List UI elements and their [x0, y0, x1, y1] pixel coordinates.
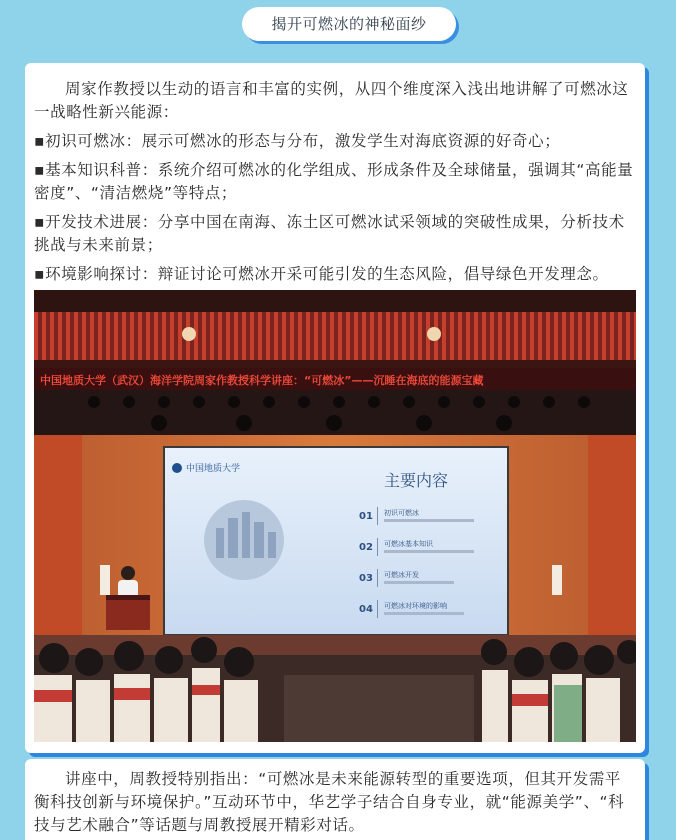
slide-item-number: 01 — [359, 511, 373, 522]
lecture-photo — [34, 290, 636, 742]
slide-item-label: 初识可燃冰 — [384, 509, 419, 517]
ceiling-light — [182, 327, 196, 341]
slide-title: 主要内容 — [384, 471, 449, 490]
ceiling-light — [427, 327, 441, 341]
slide-item-number: 03 — [359, 573, 373, 584]
closing-text — [34, 768, 637, 837]
intro-text — [34, 78, 637, 286]
slide-item-label: 可燃冰对环境的影响 — [384, 602, 447, 610]
bullet-item: ▪初识可燃冰：展示可燃冰的形态与分布，激发学生对海底资源的好奇心； — [34, 132, 561, 150]
closing-paragraph: 讲座中，周教授特别指出：“可燃冰是未来能源转型的重要选项，但其开发需平衡科技创新与环境保护。”互动环节中，华艺学子结合自身专业，就“能源美学”、“科技与艺术融合”等话题与周教授展开精彩对话。 — [34, 770, 625, 834]
slide-item-label: 可燃冰开发 — [384, 571, 419, 579]
slide-item-number: 04 — [359, 604, 373, 615]
lecture-hall-illustration — [34, 290, 636, 742]
slide-item-number: 02 — [359, 542, 373, 553]
closing-card — [25, 759, 645, 840]
bullet-item: ▪开发技术进展：分享中国在南海、冻土区可燃冰试采领域的突破性成果，分析技术挑战与未来前景； — [34, 213, 625, 254]
bullet-item: ▪环境影响探讨：辩证讨论可燃冰开采可能引发的生态风险，倡导绿色开发理念。 — [34, 265, 609, 283]
content-card — [25, 63, 645, 753]
section-title: 揭开可燃冰的神秘面纱 — [242, 7, 456, 41]
slide-logo: 中国地质大学 — [186, 464, 241, 474]
slide-item-label: 可燃冰基本知识 — [384, 540, 433, 548]
bullet-item: ▪基本知识科普：系统介绍可燃冰的化学组成、形成条件及全球储量，强调其“高能量密度”、“清洁燃烧”等特点； — [34, 161, 634, 202]
intro-lead: 周家作教授以生动的语言和丰富的实例，从四个维度深入浅出地讲解了可燃冰这一战略性新兴能源： — [34, 80, 629, 121]
lecture-banner: 中国地质大学（武汉）海洋学院周家作教授科学讲座：“可燃冰”——沉睡在海底的能源宝藏 — [40, 374, 484, 387]
